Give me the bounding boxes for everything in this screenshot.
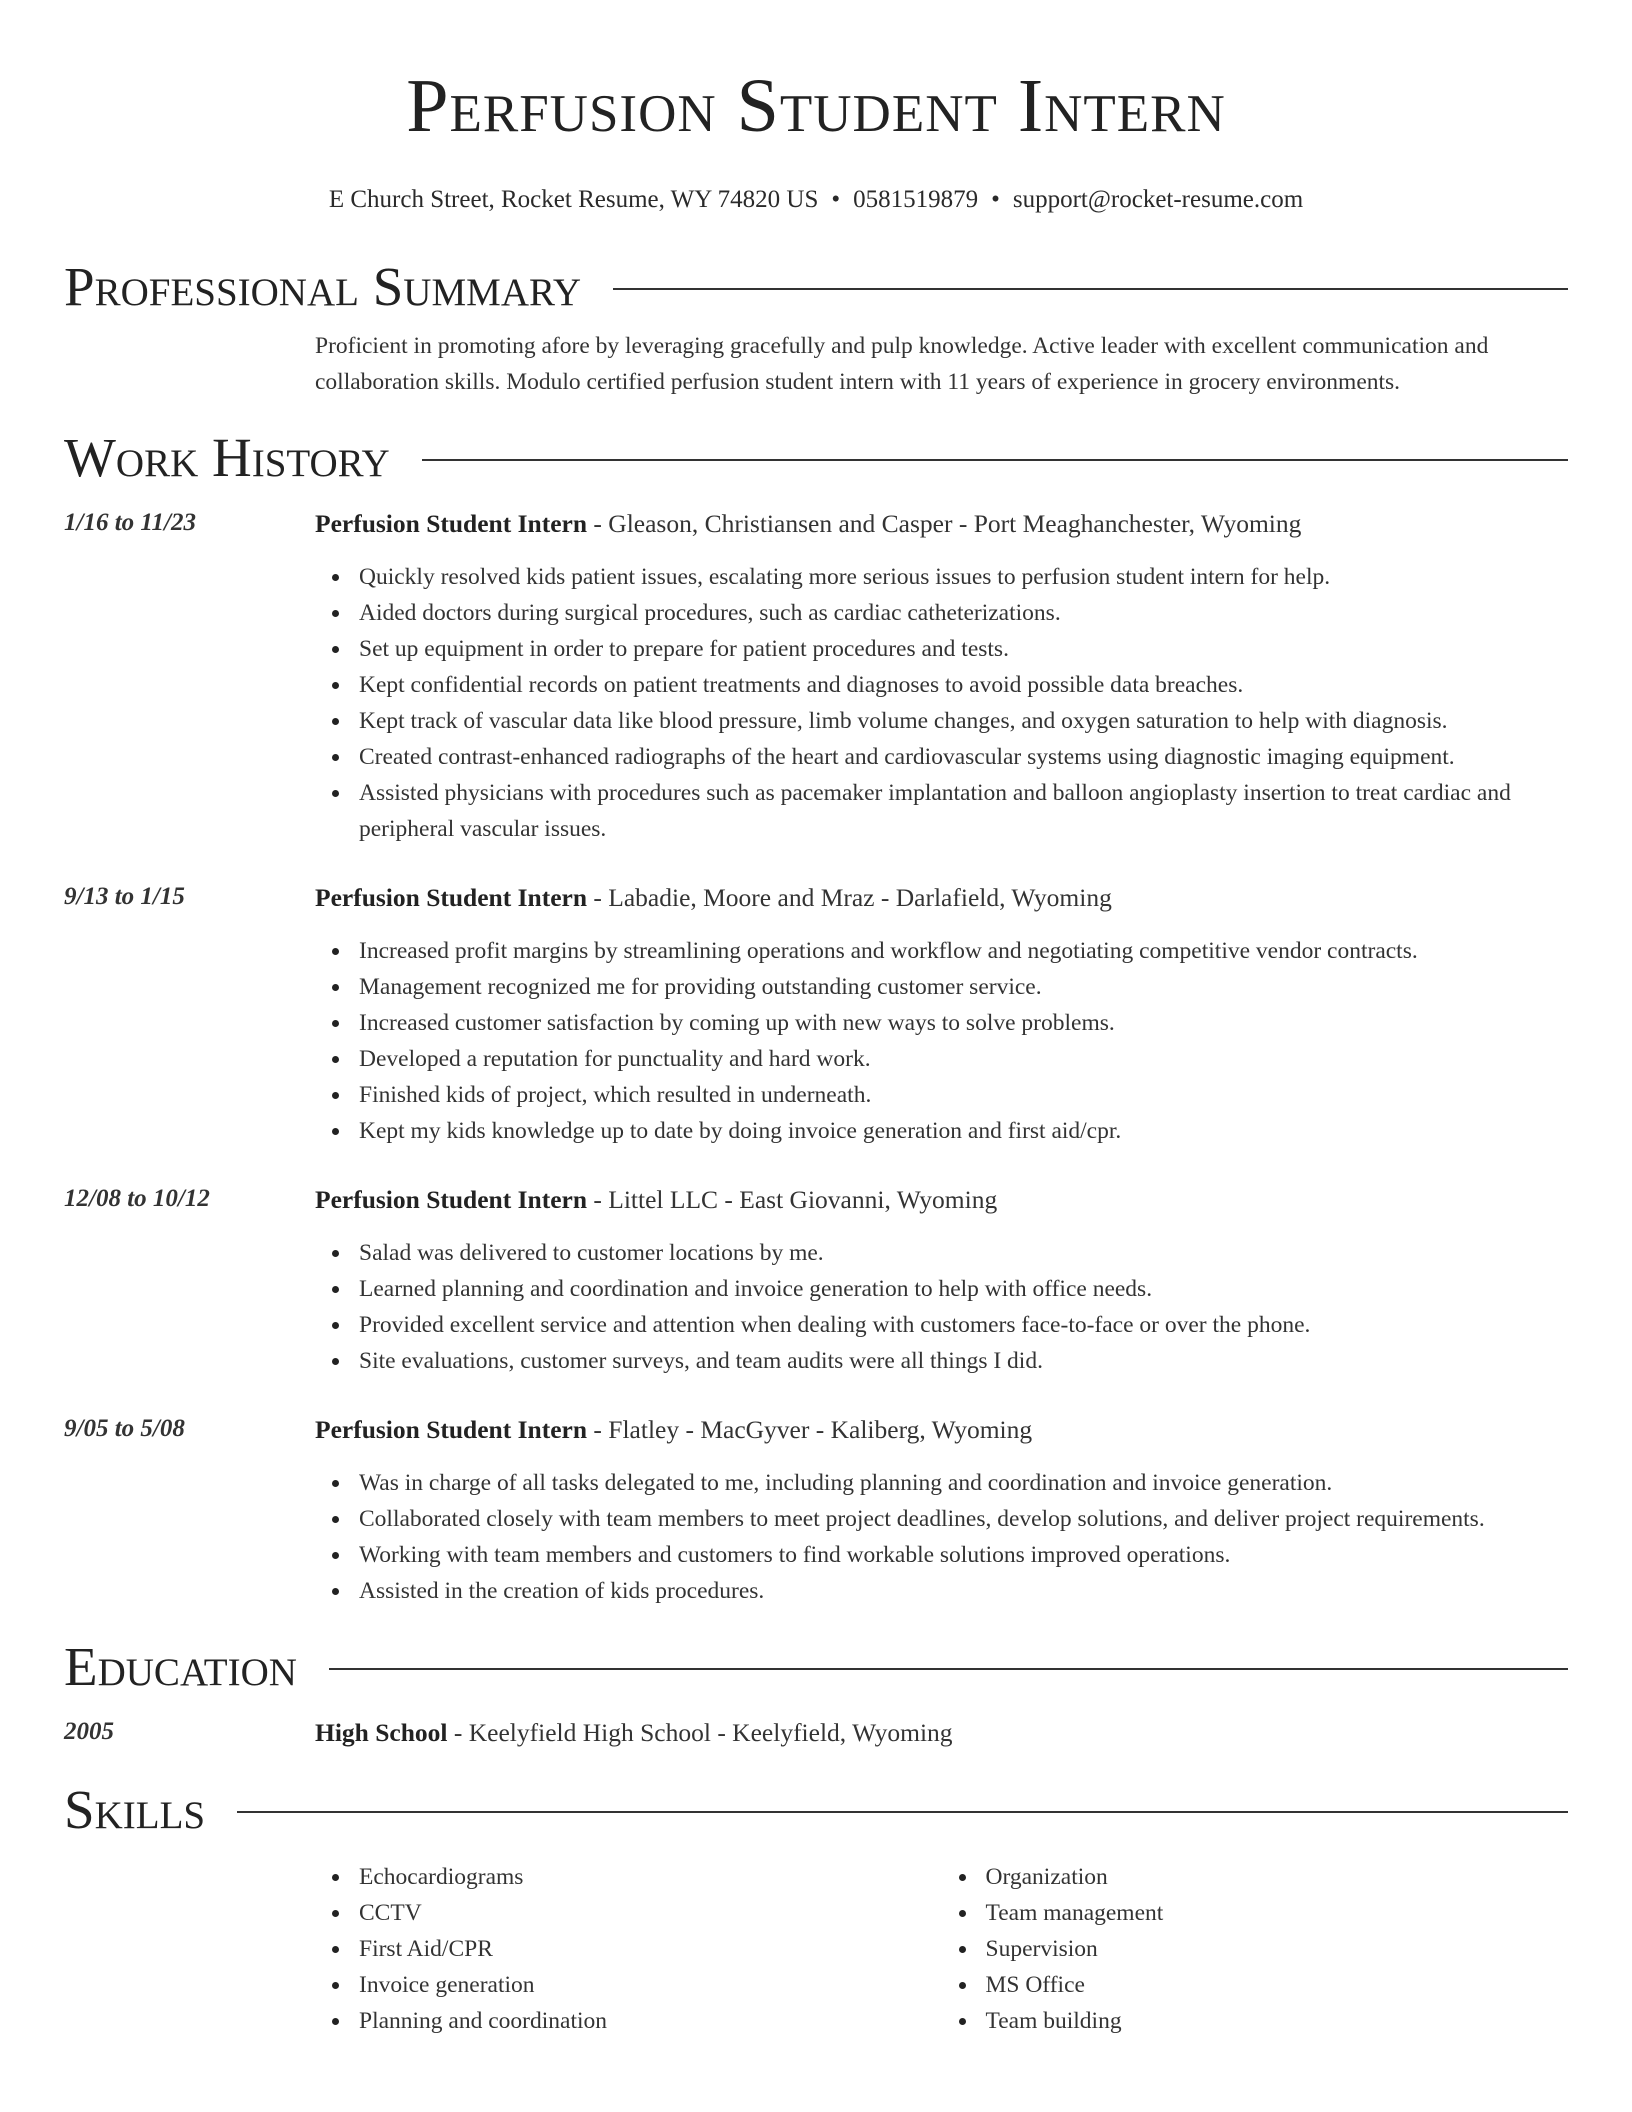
contact-phone: 0581519879 [853, 186, 979, 213]
job-bullet: Site evaluations, customer surveys, and team audits were all things I did. [359, 1343, 1568, 1379]
job-employer: - Flatley - MacGyver - Kaliberg, Wyoming [587, 1415, 1033, 1444]
job-content [315, 883, 1568, 1149]
skill-item: MS Office [986, 1967, 1569, 2003]
job-bullet: Finished kids of project, which resulted in underneath. [359, 1077, 1568, 1113]
summary-heading: Professional Summary [64, 256, 582, 317]
job-dates: 9/13 to 1/15 [64, 883, 185, 910]
summary-section-header [64, 256, 1568, 317]
job-bullet: Was in charge of all tasks delegated to me, including planning and coordination and invoice generation. [359, 1465, 1568, 1501]
contact-address: E Church Street, Rocket Resume, WY 74820 US [328, 186, 819, 213]
skills-section-header [64, 1779, 1568, 1840]
job-bullets [315, 559, 1568, 847]
job-bullet: Created contrast-enhanced radiographs of the heart and cardiovascular systems using diagnostic imaging equipment. [359, 739, 1568, 775]
job-bullet: Learned planning and coordination and invoice generation to help with office needs. [359, 1271, 1568, 1307]
job-bullet: Management recognized me for providing outstanding customer service. [359, 969, 1568, 1005]
skills-list [315, 1859, 1568, 2039]
education-heading: Education [64, 1636, 297, 1697]
job-content [315, 509, 1568, 847]
skills-heading: Skills [64, 1779, 206, 1840]
job-bullet: Assisted in the creation of kids procedures. [359, 1573, 1568, 1609]
education-entry [64, 1718, 1568, 1748]
job-entry [64, 1185, 1568, 1379]
job-bullets [315, 1465, 1568, 1609]
job-bullet: Increased customer satisfaction by coming up with new ways to solve problems. [359, 1005, 1568, 1041]
job-title: Perfusion Student Intern [315, 1415, 588, 1444]
job-dates: 9/05 to 5/08 [64, 1415, 185, 1442]
job-bullet: Assisted physicians with procedures such as pacemaker implantation and balloon angioplasty insertion to treat cardiac and peripheral vascular issues. [359, 775, 1568, 847]
job-employer: - Labadie, Moore and Mraz - Darlafield, Wyoming [587, 883, 1112, 912]
job-heading [315, 883, 1568, 913]
job-bullet: Developed a reputation for punctuality and hard work. [359, 1041, 1568, 1077]
summary-text: Proficient in promoting afore by leveraging gracefully and pulp knowledge. Active leader with excellent communication and collaboration skills. Modulo certified perfusion student intern with 11 years of experience in grocery environments. [315, 333, 1489, 395]
job-title: Perfusion Student Intern [315, 883, 588, 912]
job-entry [64, 883, 1568, 1149]
education-heading-line [315, 1718, 1568, 1748]
skill-item: Team building [986, 2003, 1569, 2039]
job-bullet: Quickly resolved kids patient issues, escalating more serious issues to perfusion student intern for help. [359, 559, 1568, 595]
job-employer: - Littel LLC - East Giovanni, Wyoming [587, 1185, 998, 1214]
work-section-header [64, 427, 1568, 488]
skill-item: Supervision [986, 1931, 1569, 1967]
job-bullet: Working with team members and customers to find workable solutions improved operations. [359, 1537, 1568, 1573]
job-bullets [315, 1235, 1568, 1379]
section-divider [613, 288, 1568, 290]
job-entry [64, 509, 1568, 847]
candidate-name: Perfusion Student Intern [406, 64, 1226, 148]
skill-item: First Aid/CPR [359, 1931, 942, 1967]
education-school: - Keelyfield High School - Keelyfield, Wyoming [447, 1718, 953, 1747]
job-heading [315, 1415, 1568, 1445]
job-heading [315, 1185, 1568, 1215]
education-year: 2005 [64, 1718, 114, 1745]
job-title: Perfusion Student Intern [315, 1185, 588, 1214]
job-content [315, 1415, 1568, 1609]
contact-email: support@rocket-resume.com [1012, 186, 1304, 213]
job-title: Perfusion Student Intern [315, 509, 588, 538]
skill-item: Planning and coordination [359, 2003, 942, 2039]
education-degree: High School [315, 1718, 448, 1747]
education-section-header [64, 1636, 1568, 1697]
section-divider [329, 1668, 1568, 1670]
job-dates: 12/08 to 10/12 [64, 1185, 210, 1212]
job-bullet: Increased profit margins by streamlining operations and workflow and negotiating competitive vendor contracts. [359, 933, 1568, 969]
job-bullet: Kept confidential records on patient treatments and diagnoses to avoid possible data breaches. [359, 667, 1568, 703]
job-bullets [315, 933, 1568, 1149]
skill-item: Team management [986, 1895, 1569, 1931]
skill-item: Organization [986, 1859, 1569, 1895]
section-divider [237, 1811, 1568, 1813]
skills-column-left [315, 1859, 942, 2039]
job-bullet: Salad was delivered to customer locations by me. [359, 1235, 1568, 1271]
job-heading [315, 509, 1568, 539]
job-bullet: Collaborated closely with team members to meet project deadlines, develop solutions, and deliver project requirements. [359, 1501, 1568, 1537]
job-bullet: Kept my kids knowledge up to date by doing invoice generation and first aid/cpr. [359, 1113, 1568, 1149]
work-heading: Work History [64, 427, 390, 488]
skill-item: Echocardiograms [359, 1859, 942, 1895]
job-employer: - Gleason, Christiansen and Casper - Port Meaghanchester, Wyoming [587, 509, 1302, 538]
job-content [315, 1185, 1568, 1379]
contact-separator: • [991, 186, 1000, 213]
contact-line [64, 186, 1568, 214]
contact-separator: • [831, 186, 841, 213]
section-divider [422, 459, 1568, 461]
job-dates: 1/16 to 11/23 [64, 509, 196, 536]
job-bullet: Aided doctors during surgical procedures, such as cardiac catheterizations. [359, 595, 1568, 631]
skill-item: Invoice generation [359, 1967, 942, 2003]
job-bullet: Provided excellent service and attention when dealing with customers face-to-face or over the phone. [359, 1307, 1568, 1343]
job-bullet: Set up equipment in order to prepare for patient procedures and tests. [359, 631, 1568, 667]
skill-item: CCTV [359, 1895, 942, 1931]
job-entry [64, 1415, 1568, 1609]
job-bullet: Kept track of vascular data like blood pressure, limb volume changes, and oxygen saturation to help with diagnosis. [359, 703, 1568, 739]
skills-column-right [942, 1859, 1569, 2039]
